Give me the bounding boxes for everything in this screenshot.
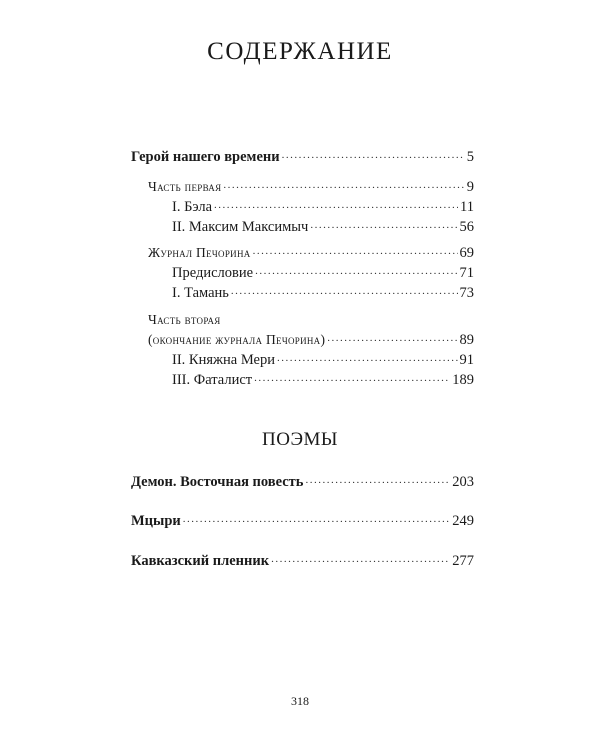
toc-entry-demon <box>131 472 474 492</box>
toc-entry-page: 56 <box>459 219 474 235</box>
dot-leader <box>253 240 458 254</box>
toc-entry-page: 73 <box>459 285 474 301</box>
dot-leader <box>305 469 450 483</box>
toc-entry-label: Демон. Восточная повесть <box>131 474 304 490</box>
toc-entry-page: 69 <box>459 245 474 261</box>
toc-entry-label: Кавказский пленник <box>131 553 270 569</box>
dot-leader <box>271 548 450 562</box>
page-number: 318 <box>291 694 309 708</box>
dot-leader <box>282 144 465 158</box>
section-heading-poems: ПОЭМЫ <box>262 429 338 450</box>
toc-entry-label: Мцыри <box>131 513 181 529</box>
toc-entry-label: II. Княжна Мери <box>172 352 275 368</box>
dot-leader <box>231 280 458 294</box>
page-title: СОДЕРЖАНИЕ <box>207 38 393 65</box>
dot-leader <box>310 214 457 228</box>
dot-leader <box>183 508 450 522</box>
toc-entry-label: I. Тамань <box>172 285 229 301</box>
toc-entry-page: 5 <box>466 149 474 165</box>
dot-leader <box>255 260 457 274</box>
toc-entry-geroy <box>131 147 474 167</box>
toc-entry-label: (окончание журнала Печорина) <box>148 332 326 347</box>
toc-entry-page: 249 <box>452 513 474 529</box>
toc-entry-label: III. Фаталист <box>172 372 253 388</box>
dot-leader <box>327 327 457 341</box>
toc-entry-page: 11 <box>460 199 474 215</box>
toc-entry-mtsyri <box>131 511 474 531</box>
toc-entry-page: 203 <box>452 474 474 490</box>
toc-entry-page: 277 <box>452 553 474 569</box>
toc-entry-page: 91 <box>459 352 474 368</box>
toc-entry-maksim <box>172 217 474 237</box>
toc-entry-captive <box>131 551 474 571</box>
toc-entry-taman <box>172 283 474 303</box>
toc-entry-label: Герой нашего времени <box>131 149 280 165</box>
toc-entry-page: 9 <box>466 179 474 195</box>
toc-entry-page: 189 <box>452 372 474 388</box>
toc-entry-fatalist <box>172 370 474 390</box>
toc-entry-label: Часть первая <box>148 179 222 194</box>
toc-entry-page: 89 <box>459 332 474 348</box>
toc-entry-page: 71 <box>459 265 474 281</box>
toc-entry-label: I. Бэла <box>172 199 213 215</box>
toc-entry-label: Журнал Печорина <box>148 245 251 260</box>
dot-leader <box>254 367 450 381</box>
dot-leader <box>214 194 458 208</box>
toc-entry-label: Часть вторая <box>148 312 221 327</box>
dot-leader <box>277 347 458 361</box>
toc-entry-label: Предисловие <box>172 265 254 281</box>
toc-entry-label: II. Максим Максимыч <box>172 219 309 235</box>
dot-leader <box>223 174 464 188</box>
